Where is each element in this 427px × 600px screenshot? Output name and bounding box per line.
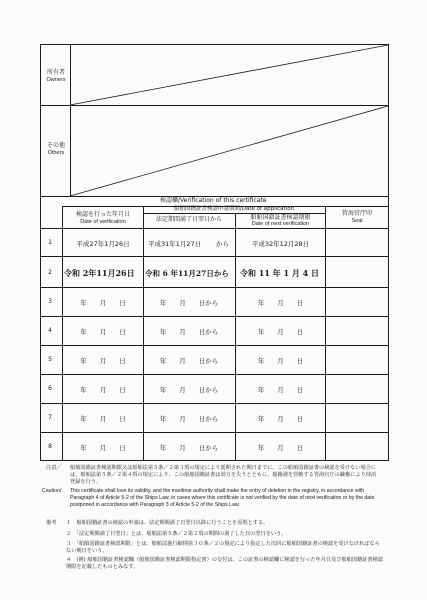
next-verification-date: 年 月 日 [257,357,304,365]
verification-date: 年 月 日 [80,386,126,394]
owners-label-en: Owners [46,77,66,83]
verification-date: 令和 2年11月26日 [64,268,135,278]
row-number: 2 [48,269,52,276]
next-verification-date: 年 月 日 [257,299,304,307]
row-separator [40,345,389,346]
row-number: 1 [48,239,52,246]
header-seal-jp: 管海官庁印 [341,210,372,217]
row-separator [40,256,389,257]
application-from-date: 年 月 日から [159,328,219,336]
others-label-jp: その他 [46,142,65,149]
row-separator [40,374,389,375]
next-verification-date: 年 月 日 [257,386,304,394]
remarks-label: 備考 [46,520,57,526]
header-from-jp: 法定期間満了日翌日から [155,216,222,223]
next-verification-date: 平成32年12月28日 [251,240,310,248]
caution-label-jp: 注意／ [46,465,62,471]
row-separator [40,403,389,404]
remark-1: １ 船舶国籍証書の検認の申請は、法定期間満了日翌日以降に行うことを原則とする。 [66,520,269,526]
header-seal-en: Seal [351,218,363,224]
row-separator [40,316,389,317]
verification-date: 年 月 日 [80,328,126,336]
table-bottom-border [40,460,389,461]
remark-2: ２ 「法定期間満了日翌日」とは、船舶法第５条／２第２項の期間の満了した日の翌日をいう。 [66,531,287,537]
header-to-jp: 船舶国籍証書検認期限 [250,214,311,221]
verification-date: 年 月 日 [80,415,126,423]
row-number: 7 [48,414,52,421]
verification-date: 年 月 日 [80,299,126,307]
row-separator [40,432,389,433]
application-from-kara: から [216,240,229,248]
next-verification-date: 令和 11 年 1 月 4 日 [240,268,319,278]
verification-date: 平成27年1月26日 [76,240,130,248]
next-verification-date: 年 月 日 [257,415,304,423]
next-verification-date: 年 月 日 [257,328,304,336]
row-number: 5 [48,356,52,363]
header-date-en: Date of verification [80,219,126,225]
caution-text-en: This certificate shall lose its validity, and the maritime authority shall make the entry of deletion in the registry, in accordance with Paragraph 4 of Article 5-2 of the Ships Law, in cases where this certificate is not verified by the date of next verification or by the date postponed in accordance with Paragraph 3 of Article 5-2 of the Ships Law. [70,488,375,508]
application-from-date: 年 月 日から [159,357,219,365]
header-application: 船舶国籍証書検認申請期間/Date of application [173,206,295,212]
col-to-divider [325,206,326,460]
application-from-date: 年 月 日から [159,415,219,423]
remark-3: ３ 「船舶国籍証書検認期限」とは、船舶法施行細則第３０条／２の規定により指定した次回に船舶国籍証書の検認を受けなければならない期日をいう。 [66,541,380,554]
caution-label-en: Caution/ [42,488,62,494]
caution-text-jp: 船舶国籍証書検認期限又は船舶法第５条／２第３項の規定により延期された期日までに、この船舶国籍証書の検認を受けない場合には、船舶法第５条／２第４項の規定により、この船舶国籍証書は効力を失うとともに、船籍港を管轄する管海官庁の職権により抹消登録を行う。 [70,465,377,485]
table-header-bottom [40,228,389,229]
header-date-jp: 検認を行った年月日 [75,211,130,218]
others-label-en: Others [47,150,65,156]
application-from-date: 年 月 日から [159,386,219,394]
row-number: 3 [48,298,52,305]
row-number: 6 [48,385,52,392]
application-from-date: 年 月 日から [159,299,219,307]
verification-title: 検認欄/Verification of this certificate [160,197,267,204]
application-from-date: 年 月 日から [159,444,219,452]
application-from-date: 令和 6 年11月27日から [145,269,229,278]
row-number: 8 [48,443,52,450]
row-number: 4 [48,327,52,334]
owners-label-jp: 所有者 [46,69,65,76]
header-to-en: Date of next verification [251,221,310,227]
next-verification-date: 年 月 日 [257,444,304,452]
verification-date: 年 月 日 [80,357,126,365]
application-from-date: 平成31年1月27日 [148,240,202,248]
remark-4: ４ (例) 船舶国籍証書検認欄（船舶国籍証書検認期限指定書）の交付は、この証書の検認欄に検認を行った年月日及び船舶国籍証書検認期限を記載したものとみなす。 [66,557,383,570]
row-separator [40,287,389,288]
verification-date: 年 月 日 [80,444,126,452]
